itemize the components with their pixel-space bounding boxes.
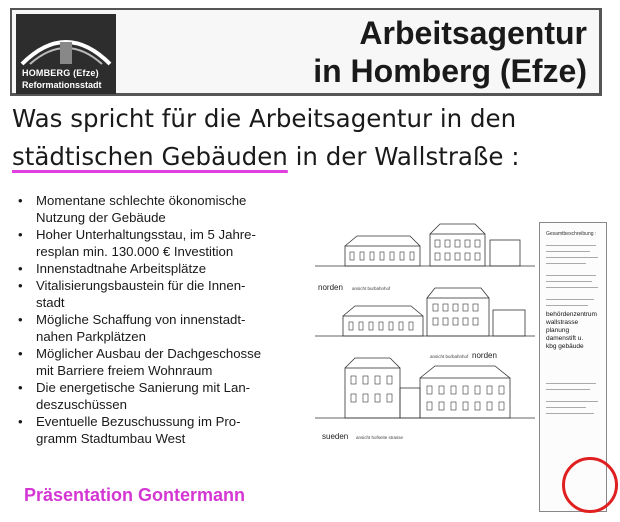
question-heading bbox=[12, 100, 612, 176]
legend-text-line bbox=[546, 383, 596, 384]
legend-text-line bbox=[546, 245, 596, 246]
legend-text-line bbox=[546, 305, 588, 306]
legend-text-line bbox=[546, 263, 586, 264]
drawing-caption-2: ansicht burbahnhof bbox=[430, 354, 469, 359]
list-item: • Möglicher Ausbau der Dachgeschosse mit Barriere freiem Wohnraum bbox=[14, 345, 314, 379]
legend-text-line bbox=[546, 281, 592, 282]
question-rest: in der Wallstraße : bbox=[287, 142, 520, 171]
question-line1: Was spricht für die Arbeitsagentur in den bbox=[12, 104, 517, 133]
logo-text-subtitle: Reformationsstadt bbox=[22, 80, 102, 90]
legend-title-block: behördenzentrum wallstrasse planung damenstift u. kbg gebäude bbox=[546, 311, 597, 350]
legend-text-line bbox=[546, 401, 598, 402]
legend-text-line bbox=[546, 407, 586, 408]
logo-arch-icon bbox=[16, 20, 116, 66]
legend-text-line bbox=[546, 413, 594, 414]
list-item: • Mögliche Schaffung von innenstadt- nahen Parkplätzen bbox=[14, 311, 314, 345]
drawing-label-north-2: norden bbox=[472, 351, 497, 360]
drawing-label-north-1: norden bbox=[318, 283, 343, 292]
legend-text-line bbox=[546, 299, 594, 300]
list-item: • Eventuelle Bezuschussung im Pro- gramm Stadtumbau West bbox=[14, 413, 314, 447]
legend-text-line bbox=[546, 275, 596, 276]
drawing-caption-3: ansicht hofseite strasse bbox=[356, 435, 404, 440]
legend-heading: Gesamtbeschreibung : bbox=[546, 231, 597, 237]
list-item: • Innenstadtnahe Arbeitsplätze bbox=[14, 260, 314, 277]
list-item: • Die energetische Sanierung mit Lan- deszuschüssen bbox=[14, 379, 314, 413]
legend-text-line bbox=[546, 287, 598, 288]
question-line2 bbox=[12, 138, 612, 176]
list-item: • Hoher Unterhaltungsstau, im 5 Jahre- resplan min. 130.000 € Investition bbox=[14, 226, 314, 260]
page-title-line1: Arbeitsagentur bbox=[359, 15, 587, 51]
drawing-caption-1: ansicht burbahnhof bbox=[352, 286, 391, 291]
legend-text-line bbox=[546, 251, 590, 252]
footer-presenter: Präsentation Gontermann bbox=[24, 485, 246, 505]
red-circle-marker bbox=[562, 457, 618, 513]
city-logo bbox=[16, 14, 116, 94]
legend-text-line bbox=[546, 257, 598, 258]
drawing-label-south: sueden bbox=[322, 432, 349, 441]
legend-text-line bbox=[546, 389, 590, 390]
list-item: • Vitalisierungsbaustein für die Innen- stadt bbox=[14, 277, 314, 311]
question-highlight: städtischen Gebäuden bbox=[12, 142, 288, 171]
page-title-line2: in Homberg (Efze) bbox=[313, 53, 587, 89]
argument-list bbox=[14, 192, 314, 447]
list-item: • Momentane schlechte ökonomische Nutzung der Gebäude bbox=[14, 192, 314, 226]
logo-text-city: HOMBERG (Efze) bbox=[22, 68, 99, 78]
page-title bbox=[313, 14, 587, 90]
header-box bbox=[10, 8, 602, 96]
